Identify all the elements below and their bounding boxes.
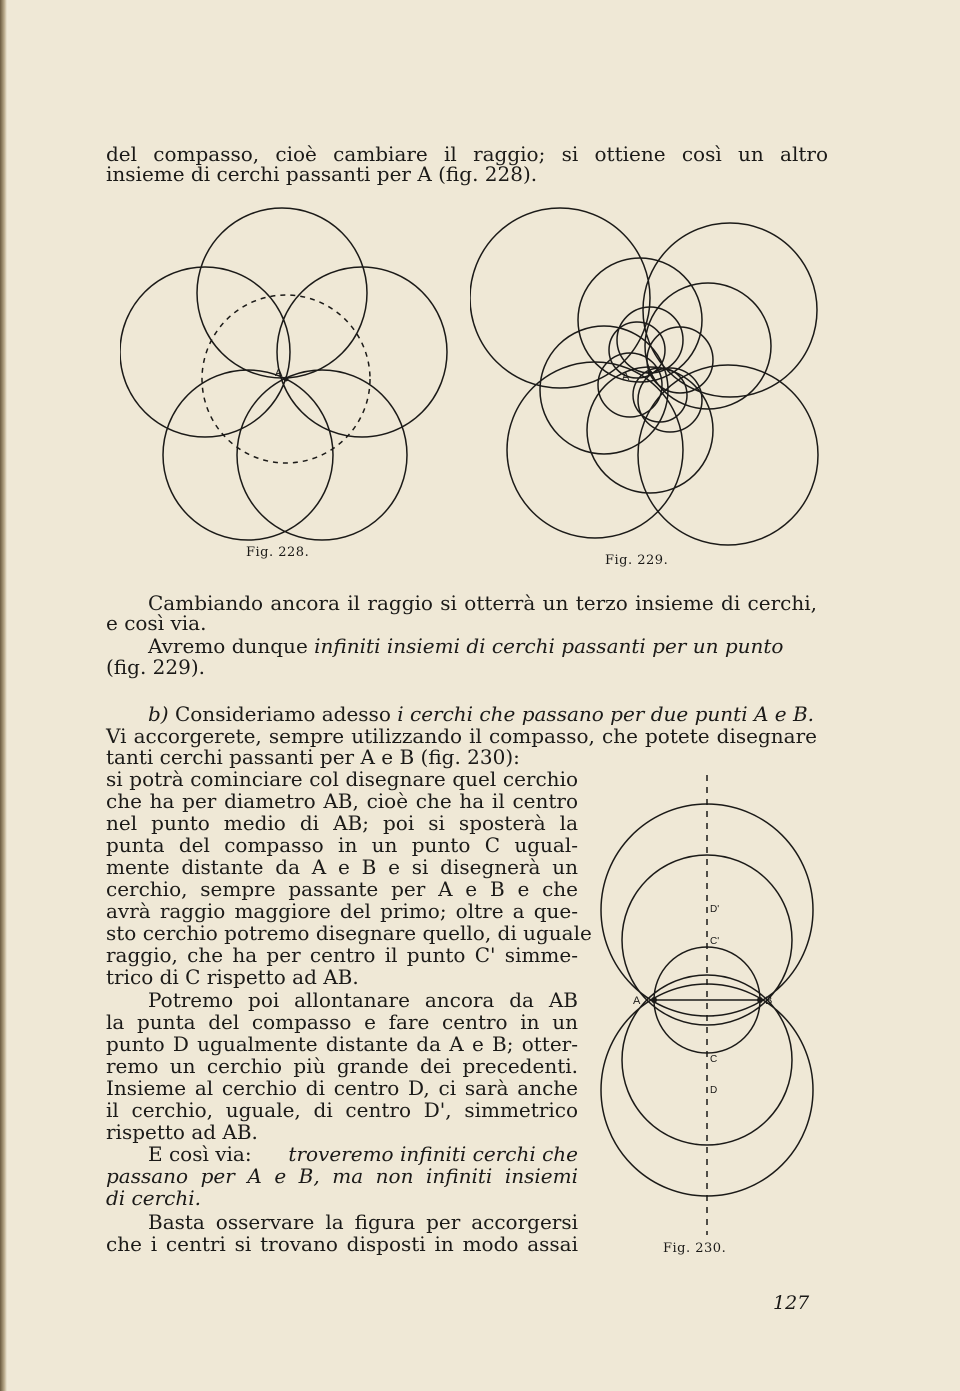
text-line [148,703,814,725]
circle-left [120,267,290,437]
text-line: che i centri si trovano disposti in modo assai [106,1232,578,1256]
point-b-label: B [765,995,773,1007]
text-line: trico di C rispetto ad AB. [106,965,359,989]
text-line: Basta osservare la figura per accorgersi [148,1210,578,1234]
text-span: Avremo dunque [148,634,315,658]
text-line: (fig. 229). [106,655,205,679]
small-circle [598,353,662,417]
small-circle [617,307,683,373]
text-line: cerchio, sempre passante per A e B e che [106,877,578,901]
emphasis-text: infiniti insiemi di cerchi passanti per un punto [314,634,784,658]
text-line: Potremo poi allontanare ancora da AB [148,988,578,1012]
circle-top [197,208,367,378]
page-number: 127 [773,1292,810,1314]
text-line: tanti cerchi passanti per A e B (fig. 230): [106,745,520,769]
item-label: b) [148,702,169,726]
circle-bottom-left [163,370,333,540]
text-line [148,635,783,657]
text-line: punta del compasso in un punto C ugual- [106,833,578,857]
point-a-label: A [275,367,283,379]
medium-circle [578,258,702,382]
figure-228 [120,205,450,550]
small-circle [647,327,713,393]
medium-circle [540,326,668,454]
circle-right [277,267,447,437]
emphasis-text: i cerchi che passano per due punti A e B. [397,702,814,726]
large-circle [643,223,817,397]
figure-230 [600,760,820,1250]
emphasis-text: troveremo infiniti cerchi che [288,1142,578,1166]
point-c-label: C [710,1054,718,1065]
text-line: la punta del compasso e fare centro in un [106,1010,578,1034]
text-line: raggio, che ha per centro il punto C' simme- [106,943,578,967]
text-line: si potrà cominciare col disegnare quel cerchio [106,767,578,791]
text-line: sto cerchio potremo disegnare quello, di uguale [106,921,592,945]
text-line: Vi accorgerete, sempre utilizzando il compasso, che potete disegnare [106,724,817,748]
text-line: che ha per diametro AB, cioè che ha il centro [106,789,578,813]
text-line: insieme di cerchi passanti per A (fig. 228). [106,162,538,186]
point-a [284,377,289,382]
text-span: Consideriamo adesso [168,702,398,726]
point-a [651,997,657,1003]
fig229-caption: Fig. 229. [605,553,669,568]
point-c-prime-label: C' [710,936,720,947]
point-d-label: D [710,1085,718,1096]
text-line: Insieme al cerchio di centro D, ci sarà anche [106,1076,578,1100]
text-line: rispetto ad AB. [106,1120,258,1144]
point-a [648,371,653,376]
text-span: E così via: [148,1142,252,1166]
text-line: remo un cerchio più grande dei precedenti. [106,1054,578,1078]
emphasis-line: di cerchi. [106,1186,201,1210]
large-circle [507,362,683,538]
text-line: mente distante da A e B e si disegnerà un [106,855,578,879]
small-circle [638,368,702,432]
fig228-caption: Fig. 228. [246,545,310,560]
text-line: e così via. [106,611,207,635]
point-a-label: A [622,371,630,383]
point-b [757,997,763,1003]
text-line: punto D ugualmente distante da A e B; otter- [106,1032,578,1056]
large-circle [470,208,650,388]
medium-circle [587,367,713,493]
text-line: il cerchio, uguale, di centro D', simmetrico [106,1098,578,1122]
page-binding-edge [0,0,7,1391]
figure-229 [470,205,830,550]
text-line: avrà raggio maggiore del primo; oltre a que- [106,899,578,923]
medium-circle [645,283,771,409]
text-line: Cambiando ancora il raggio si otterrà un terzo insieme di cerchi, [148,591,817,615]
text-line: nel punto medio di AB; poi si sposterà la [106,811,578,835]
text-line [148,1143,578,1165]
text-line: del compasso, cioè cambiare il raggio; si ottiene così un altro [106,142,828,166]
point-a-label: A [633,995,641,1007]
point-d-prime-label: D' [710,904,720,915]
emphasis-line: passano per A e B, ma non infiniti insiemi [106,1164,578,1188]
fig230-caption: Fig. 230. [663,1241,727,1256]
